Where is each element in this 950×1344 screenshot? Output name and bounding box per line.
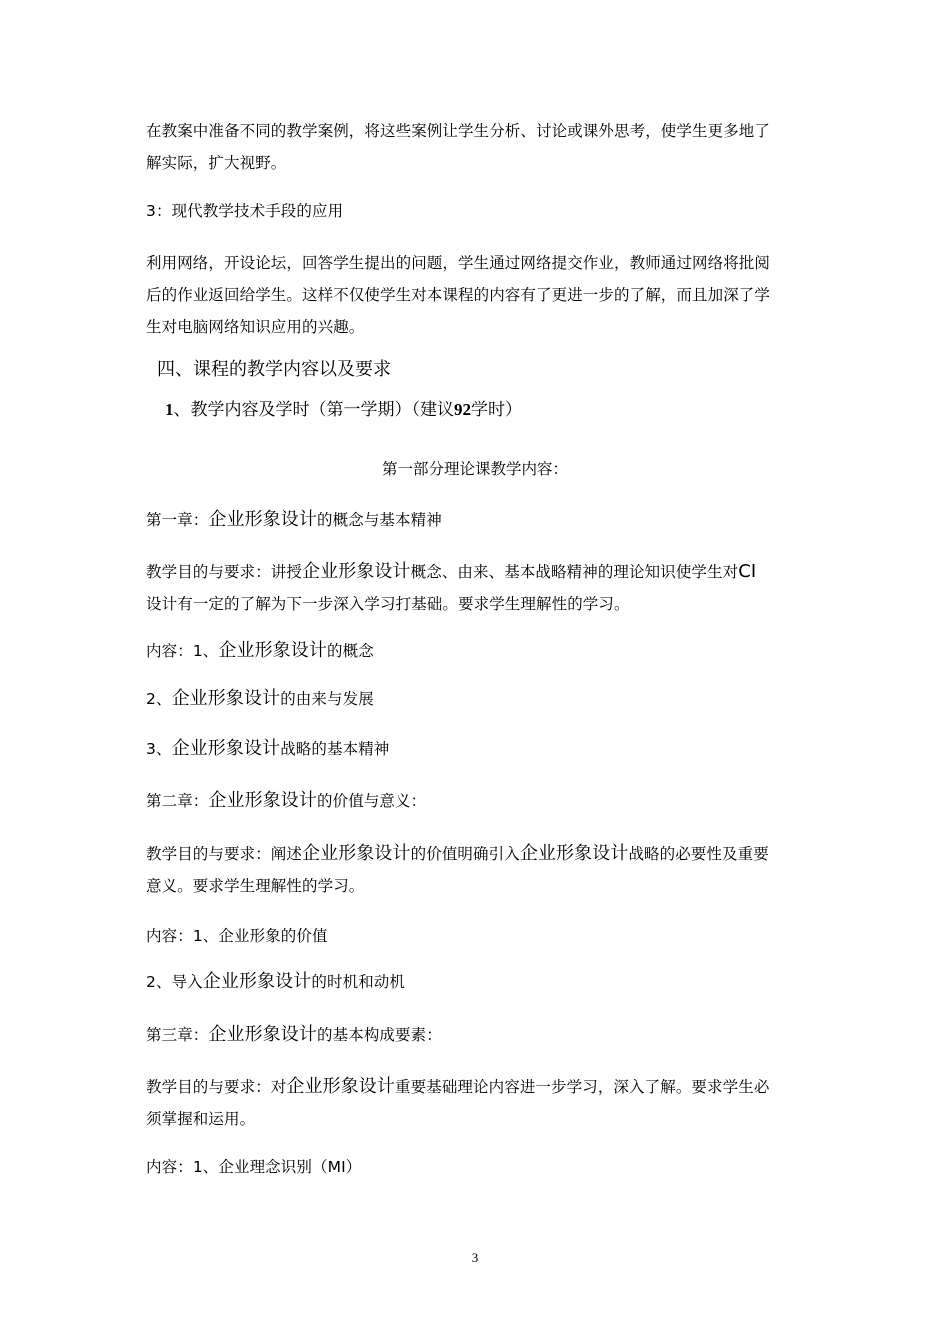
chapter-1-content-item-1 (146, 640, 374, 662)
section-3-number: 3 (146, 202, 156, 220)
chapter-1-suffix: 的概念与基本精神 (317, 511, 442, 529)
chapter-2-goal-term-2: 企业形象设计 (519, 843, 629, 864)
chapter-2-content-prefix: 内容： (146, 927, 193, 945)
chapter-2-goal-term-1: 企业形象设计 (302, 843, 411, 864)
chapter-1-prefix: 第一章： (146, 511, 209, 529)
chapter-1-item-3-number: 3 (146, 740, 156, 758)
chapter-1-item-1-sep: 、 (202, 642, 219, 660)
chapter-1-item-3-term: 企业形象设计 (171, 738, 281, 759)
chapter-1-item-1-term: 企业形象设计 (218, 640, 327, 661)
chapter-2-goal-prefix: 教学目的与要求：阐述 (146, 845, 303, 863)
chapter-1-item-3-sep: 、 (155, 740, 172, 758)
chapter-1-content-item-3 (146, 738, 389, 760)
chapter-2-item-2-term: 企业形象设计 (202, 971, 312, 992)
chapter-1-item-1-number: 1 (192, 642, 203, 660)
chapter-2-goal-suffix: 战略的必要性及重要 (628, 845, 769, 863)
chapter-3-prefix: 第三章： (146, 1026, 209, 1044)
chapter-3-goal-line-2: 须掌握和运用。 (146, 1110, 256, 1128)
chapter-2-content-item-2 (146, 971, 405, 993)
chapter-3-goal-prefix: 教学目的与要求：对 (146, 1078, 287, 1096)
chapter-3-goal-line-1 (146, 1076, 769, 1098)
chapter-1-goal-prefix: 教学目的与要求：讲授 (146, 563, 303, 581)
paragraph-1-line-1: 在教案中准备不同的教学案例，将这些案例让学生分析、讨论或课外思考，使学生更多地了 (146, 122, 771, 140)
subsection-1-text-a: 、教学内容及学时（第一学期）（建议 (173, 400, 454, 420)
subsection-1-hours: 92 (454, 400, 471, 419)
chapter-2-item-2-tail: 的时机和动机 (311, 973, 405, 991)
paragraph-1-line-2: 解实际，扩大视野。 (146, 154, 287, 172)
chapter-2-item-2-number: 2 (146, 973, 156, 991)
chapter-1-goal-suffix: 概念、由来、基本战略精神的理论知识使学生对 (410, 563, 739, 581)
chapter-2-item-1-number: 1 (192, 927, 203, 945)
chapter-1-item-3-tail: 战略的基本精神 (280, 740, 390, 758)
chapter-3-item-1-abbr: MI (327, 1158, 346, 1176)
chapter-1-goal-ci: CI (738, 561, 757, 582)
chapter-1-goal-line-1 (146, 561, 756, 583)
chapter-1-item-2-term: 企业形象设计 (171, 688, 281, 709)
chapter-1-item-2-sep: 、 (155, 690, 172, 708)
chapter-2-term: 企业形象设计 (208, 790, 318, 811)
chapter-3-item-1-number: 1 (192, 1158, 203, 1176)
page-number: 3 (471, 1250, 479, 1265)
chapter-3-term: 企业形象设计 (208, 1024, 318, 1045)
chapter-3-heading (146, 1024, 442, 1046)
chapter-3-goal-term: 企业形象设计 (286, 1076, 396, 1097)
paragraph-2-line-1: 利用网络，开设论坛，回答学生提出的问题，学生通过网络提交作业，教师通过网络将批阅 (146, 254, 771, 272)
paragraph-2-line-3: 生对电脑网络知识应用的兴趣。 (146, 318, 365, 336)
chapter-3-goal-suffix: 重要基础理论内容进一步学习，深入了解。要求学生必 (395, 1078, 770, 1096)
chapter-2-goal-mid: 的价值明确引入 (410, 845, 520, 863)
chapter-1-content-item-2 (146, 688, 374, 710)
chapter-1-goal-line-2: 设计有一定的了解为下一步深入学习打基础。要求学生理解性的学习。 (146, 595, 630, 613)
chapter-1-term: 企业形象设计 (208, 509, 318, 530)
chapter-3-content-item-1 (146, 1156, 361, 1178)
chapter-1-content-prefix: 内容： (146, 642, 193, 660)
chapter-2-prefix: 第二章： (146, 792, 209, 810)
chapter-3-suffix: 的基本构成要素： (317, 1026, 442, 1044)
chapter-2-goal-line-1 (146, 843, 769, 865)
section-3-title: ：现代教学技术手段的应用 (155, 202, 344, 220)
subsection-1-text-b: 学时） (471, 400, 522, 420)
subsection-1-heading (165, 398, 522, 422)
chapter-2-heading (146, 790, 426, 812)
chapter-3-item-1-text: 、企业理念识别（ (202, 1158, 328, 1176)
part-1-title: 第一部分理论课教学内容： (381, 460, 568, 478)
chapter-1-item-1-tail: 的概念 (327, 642, 374, 660)
chapter-1-item-2-number: 2 (146, 690, 156, 708)
paragraph-2-line-2: 后的作业返回给学生。这样不仅使学生对本课程的内容有了更进一步的了解，而且加深了学 (146, 286, 771, 304)
chapter-1-item-2-tail: 的由来与发展 (280, 690, 374, 708)
section-3-heading (146, 200, 343, 222)
chapter-1-heading (146, 509, 442, 531)
chapter-3-content-prefix: 内容： (146, 1158, 193, 1176)
section-4-heading: 四、课程的教学内容以及要求 (157, 359, 391, 380)
chapter-2-content-item-1 (146, 925, 328, 947)
subsection-1-number: 1 (165, 400, 174, 419)
chapter-1-goal-term: 企业形象设计 (302, 561, 411, 582)
chapter-3-item-1-close: ） (345, 1158, 362, 1176)
chapter-2-suffix: 的价值与意义： (317, 792, 427, 810)
chapter-2-item-1-text: 、企业形象的价值 (202, 927, 328, 945)
chapter-2-item-2-prefix: 、导入 (155, 973, 203, 991)
chapter-2-goal-line-2: 意义。要求学生理解性的学习。 (146, 877, 365, 895)
